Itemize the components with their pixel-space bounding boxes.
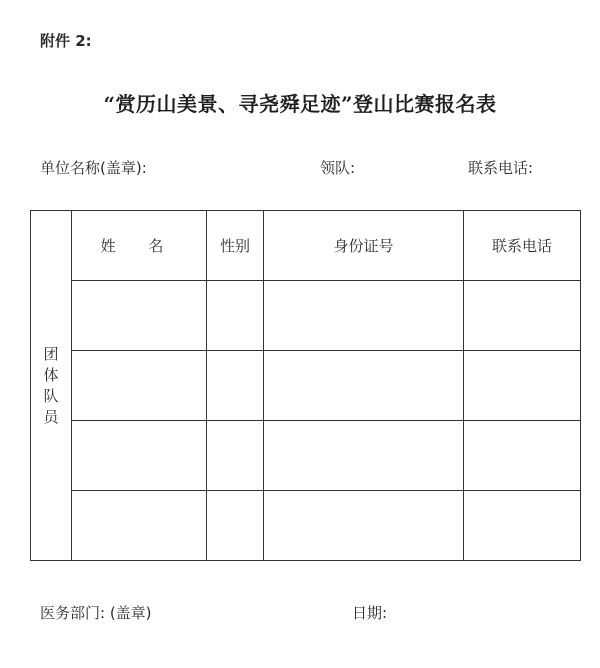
gender-cell[interactable] [207,351,264,421]
gender-cell[interactable] [207,281,264,351]
team-leader-field: 领队: [320,159,356,177]
contact-phone-field: 联系电话: [468,159,534,177]
id-number-cell[interactable] [264,491,464,561]
gender-cell[interactable] [207,491,264,561]
phone-cell[interactable] [464,491,581,561]
attachment-label: 附件 2: [40,32,92,50]
phone-cell[interactable] [464,281,581,351]
table-header-row [31,211,581,281]
id-number-cell[interactable] [264,421,464,491]
name-cell[interactable] [72,421,207,491]
name-cell[interactable] [72,491,207,561]
column-header-gender: 性别 [207,211,264,281]
name-cell[interactable] [72,281,207,351]
group-label-char: 体 [43,365,59,384]
form-title: “赏历山美景、寻尧舜足迹”登山比赛报名表 [103,92,497,116]
unit-name-field: 单位名称(盖章): [40,159,147,177]
gender-cell[interactable] [207,421,264,491]
column-header-name: 姓 名 [72,211,207,281]
table-row [31,281,581,351]
id-number-cell[interactable] [264,281,464,351]
table-row [31,351,581,421]
group-label-char: 员 [43,407,59,426]
name-cell[interactable] [72,351,207,421]
group-label-char: 团 [43,344,59,363]
table-row [31,421,581,491]
date-field: 日期: [352,604,388,622]
group-label-char: 队 [43,386,59,405]
medical-department-field: 医务部门: (盖章) [40,604,152,622]
team-members-label [31,211,72,561]
id-number-cell[interactable] [264,351,464,421]
phone-cell[interactable] [464,351,581,421]
column-header-phone: 联系电话 [464,211,581,281]
table-row [31,491,581,561]
phone-cell[interactable] [464,421,581,491]
column-header-id-number: 身份证号 [264,211,464,281]
registration-table [30,210,581,561]
